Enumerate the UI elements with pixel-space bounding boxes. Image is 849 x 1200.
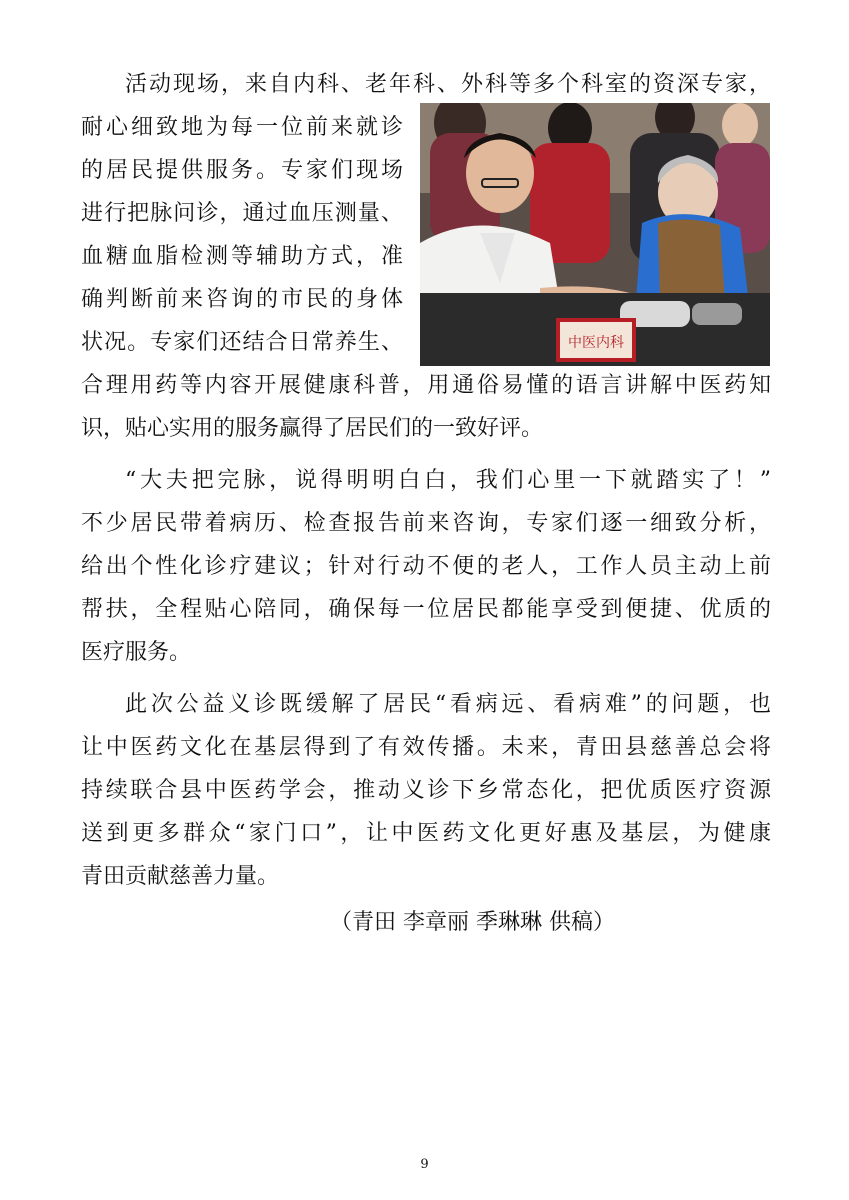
text-line: 给出个性化诊疗建议；针对行动不便的老人，工作人员主动上前 [81,554,771,579]
text-line: 活动现场，来自内科、老年科、外科等多个科室的资深专家， [125,72,771,97]
text-line: 状况。专家们还结合日常养生、 [81,330,403,355]
text-line: 进行把脉问诊，通过血压测量、 [81,201,403,226]
author-credit: （青田 李章丽 季琳琳 供稿） [330,910,615,935]
text-line: 确判断前来咨询的市民的身体 [81,287,403,312]
text-line: 帮扶，全程贴心陪同，确保每一位居民都能享受到便捷、优质的 [81,597,771,622]
text-line: 的居民提供服务。专家们现场 [81,158,403,183]
text-line: 青田贡献慈善力量。 [81,864,280,889]
text-line: 识，贴心实用的服务赢得了居民们的一致好评。 [81,416,544,441]
photo-sign-text: 中医内科 [568,335,624,351]
page-number: 9 [420,1157,429,1172]
text-line: 此次公益义诊既缓解了居民“看病远、看病难”的问题，也 [125,692,771,717]
text-line: “大夫把完脉，说得明明白白，我们心里一下就踏实了！” [125,468,771,493]
text-line: 合理用药等内容开展健康科普，用通俗易懂的语言讲解中医药知 [81,373,771,398]
text-line: 不少居民带着病历、检查报告前来咨询，专家们逐一细致分析， [81,511,771,536]
text-line: 送到更多群众“家门口”，让中医药文化更好惠及基层，为健康 [81,821,771,846]
text-line: 耐心细致地为每一位前来就诊 [81,115,403,140]
text-line: 医疗服务。 [81,640,192,665]
text-line: 让中医药文化在基层得到了有效传播。未来，青田县慈善总会将 [81,735,771,760]
text-line: 血糖血脂检测等辅助方式，准 [81,244,403,269]
clinic-photo [420,103,770,366]
text-line: 持续联合县中医药学会，推动义诊下乡常态化，把优质医疗资源 [81,778,771,803]
